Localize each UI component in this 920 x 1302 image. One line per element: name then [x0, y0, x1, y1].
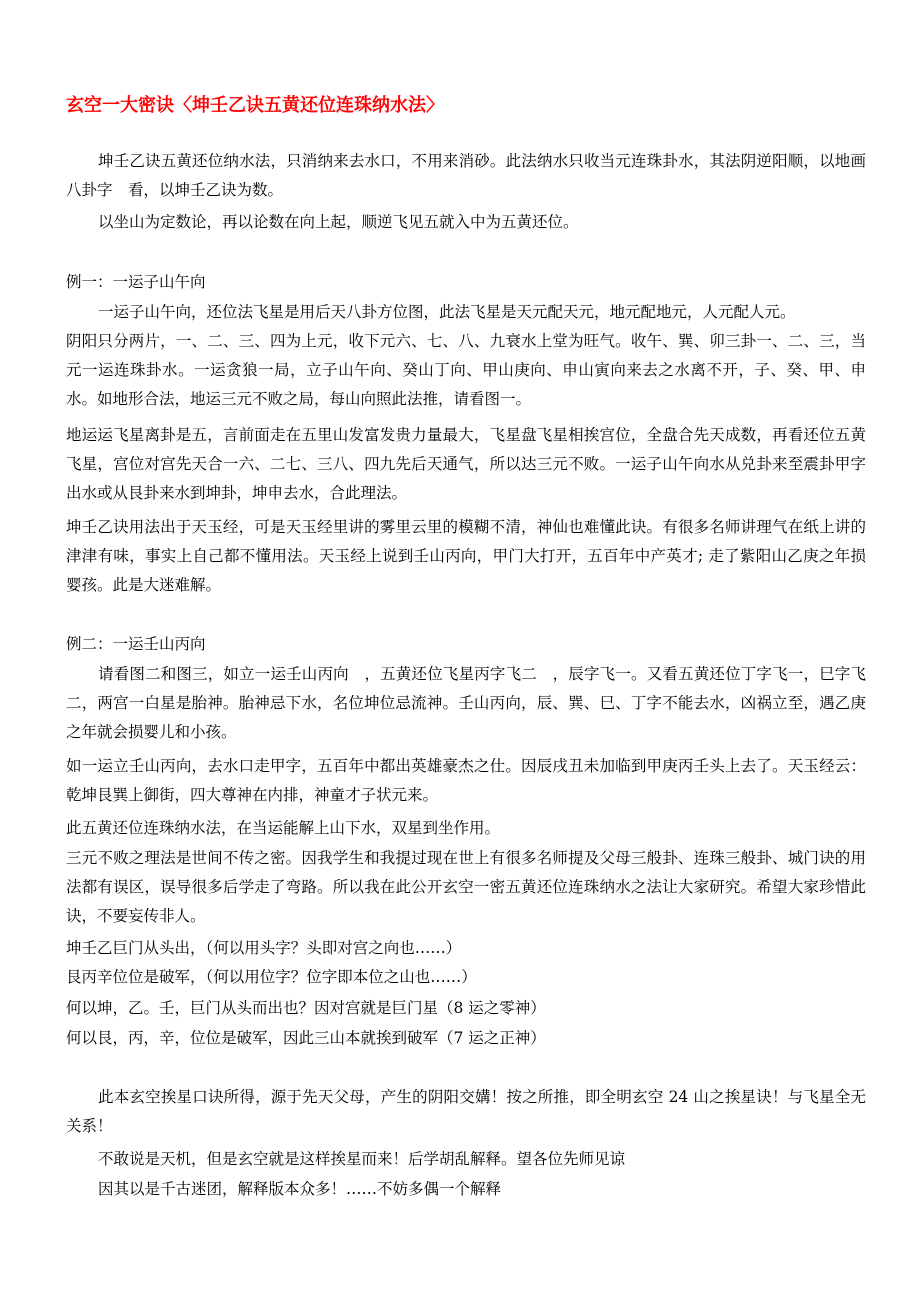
closing-paragraph-1: 此本玄空挨星口诀所得，源于先天父母，产生的阴阳交媾！按之所推，即全明玄空 24 山之挨星诀！与飞星全无关系！ [66, 1088, 866, 1135]
example2-paragraph-4: 三元不败之理法是世间不传之密。因我学生和我提过现在世上有很多名师提及父母三般卦、连珠三般卦、城门诀的用法都有误区，误导很多后学走了弯路。所以我在此公开玄空一密五黄还位连珠纳水之法让大家研究。希望大家珍惜此诀，不要妄传非人。 [66, 849, 866, 925]
example2-heading: 例二：一运壬山丙向 [66, 635, 206, 653]
example1-paragraph-1: 一运子山午向，还位法飞星是用后天八卦方位图，此法飞星是天元配天元，地元配地元，人元配人元。 [98, 303, 796, 321]
closing-paragraph-3: 因其以是千古迷团，解释版本众多！……不妨多偶一个解释 [98, 1180, 502, 1198]
document-title: 玄空一大密诀〈坤壬乙诀五黄还位连珠纳水法〉 [66, 95, 444, 116]
example2-paragraph-2: 如一运立壬山丙向，去水口走甲字，五百年中都出英雄豪杰之仕。因辰戌丑未加临到甲庚丙壬头上去了。天玉经云：乾坤艮巽上御街，四大尊神在内排，神童才子状元来。 [66, 757, 866, 804]
example1-paragraph-3: 地运运飞星离卦是五，言前面走在五里山发富发贵力量最大，飞星盘飞星相挨宫位，全盘合先天成数，再看还位五黄飞星，宫位对宫先天合一六、二七、三八、四九先后天通气，所以达三元不败。一运子山午向水从兑卦来至震卦甲字出水或从艮卦来水到坤卦，坤申去水，合此理法。 [66, 426, 866, 502]
example2-formula-2: 艮丙辛位位是破军，（何以用位字？位字即本位之山也……） [66, 968, 477, 986]
example1-heading: 例一：一运子山午向 [66, 273, 206, 291]
closing-paragraph-2: 不敢说是天机，但是玄空就是这样挨星而来！后学胡乱解释。望各位先师见谅 [98, 1150, 626, 1168]
example2-formula-3: 何以坤，乙。壬，巨门从头而出也？因对宫就是巨门星（8 运之零神） [66, 999, 546, 1017]
example2-formula-4: 何以艮，丙，辛，位位是破军，因此三山本就挨到破军（7 运之正神） [66, 1029, 546, 1047]
example2-paragraph-1: 请看图二和图三，如立一运壬山丙向 ，五黄还位飞星丙字飞二 ，辰字飞一。又看五黄还位丁字飞一，巳字飞二，两宫一白星是胎神。胎神忌下水，名位坤位忌流神。壬山丙向，辰、巽、巳、丁字不能去水，凶祸立至，遇乙庚之年就会损婴儿和小孩。 [66, 665, 866, 741]
intro-paragraph-1: 坤壬乙诀五黄还位纳水法，只消纳来去水口，不用来消砂。此法纳水只收当元连珠卦水，其法阴逆阳顺，以地画八卦字 看，以坤壬乙诀为数。 [66, 152, 866, 199]
example2-formula-1: 坤壬乙巨门从头出，（何以用头字？头即对宫之向也……） [66, 939, 462, 957]
example1-paragraph-4: 坤壬乙诀用法出于天玉经，可是天玉经里讲的雾里云里的模糊不清，神仙也难懂此诀。有很多名师讲理气在纸上讲的津津有味，事实上自己都不懂用法。天玉经上说到壬山丙向，甲门大打开，五百年中产英才; 走了紫阳山乙庚之年损婴孩。此是大迷难解。 [66, 518, 866, 594]
intro-paragraph-2: 以坐山为定数论，再以论数在向上起，顺逆飞见五就入中为五黄还位。 [98, 213, 579, 231]
example1-paragraph-2: 阴阳只分两片，一、二、三、四为上元，收下元六、七、八、九衰水上堂为旺气。收午、巽、卯三卦一、二、三，当元一运连珠卦水。一运贪狼一局，立子山午向、癸山丁向、甲山庚向、申山寅向来去之水离不开，子、癸、甲、申水。如地形合法，地运三元不败之局，每山向照此法推，请看图一。 [66, 332, 866, 408]
example2-paragraph-3: 此五黄还位连珠纳水法，在当运能解上山下水，双星到坐作用。 [66, 819, 501, 837]
